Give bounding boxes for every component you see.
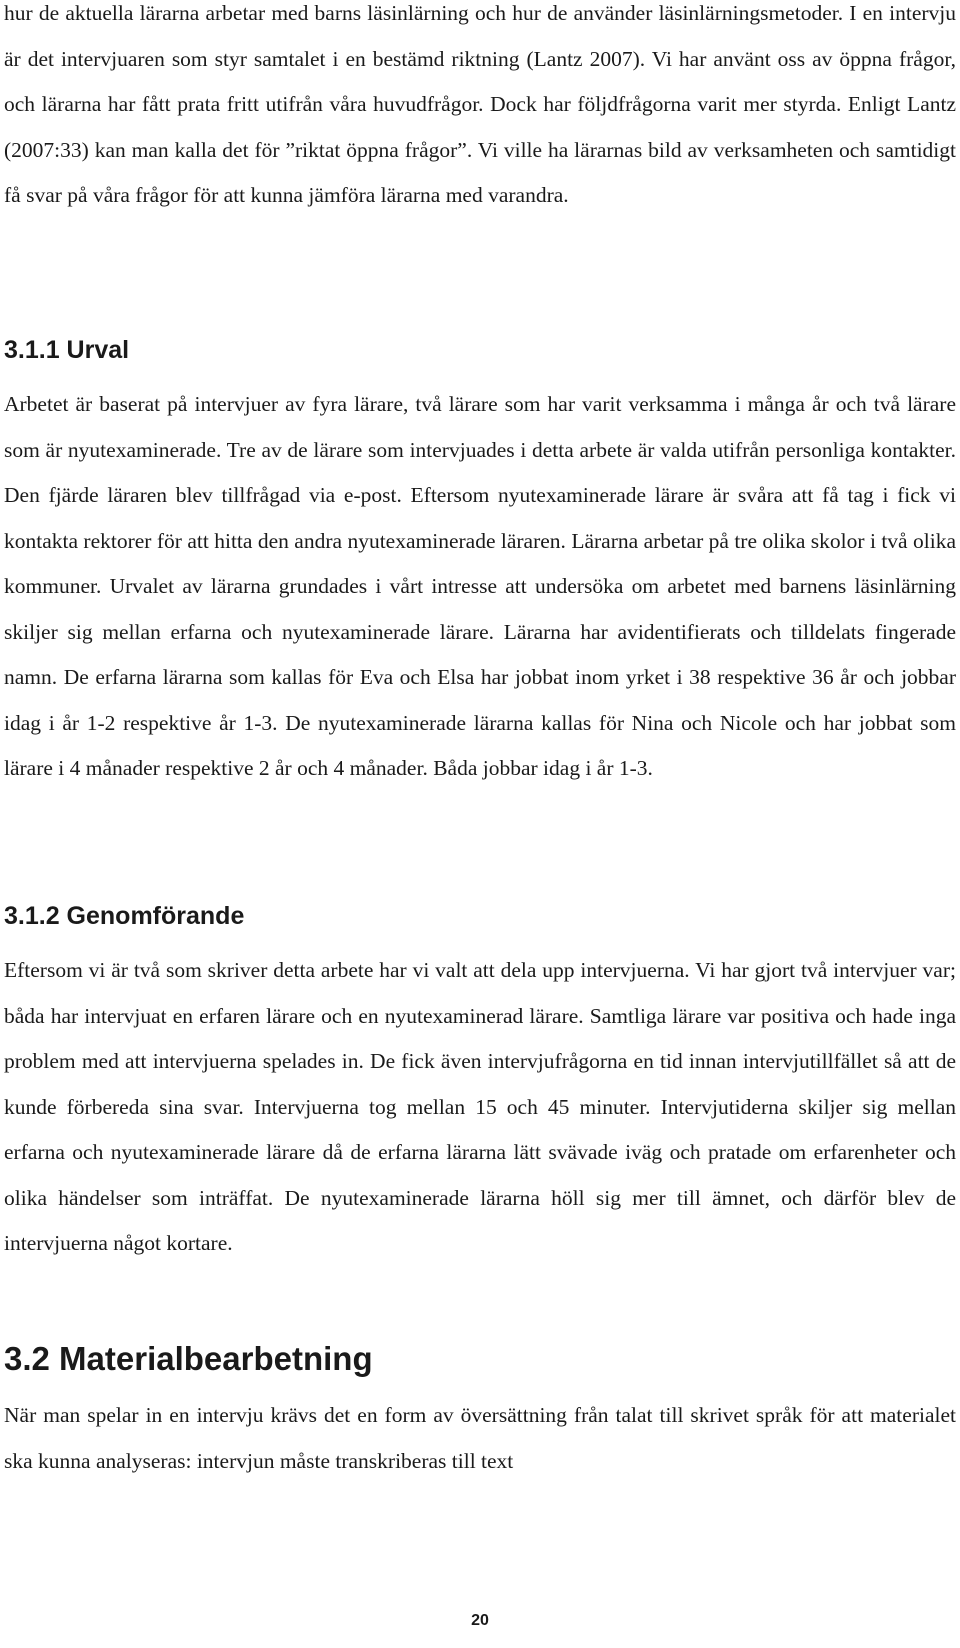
intro-paragraph-wrap bbox=[4, 0, 956, 219]
page-number: 20 bbox=[471, 1612, 489, 1629]
intro-paragraph: hur de aktuella lärarna arbetar med barns läsinlärning och hur de använder läsinlärningsmetoder. I en intervju är det intervjuaren som styr samtalet i en bestämd riktning (Lantz 2007). Vi har använt oss av öppna frågor, och lärarna har fått prata fritt utifrån våra huvudfrågor. Dock har följdfrågorna varit mer styrda. Enligt Lantz (2007:33) kan man kalla det för ”riktat öppna frågor”. Vi ville ha lärarnas bild av verksamheten och samtidigt få svar på våra frågor för att kunna jämföra lärarna med varandra. bbox=[4, 1, 956, 207]
material-paragraph: När man spelar in en intervju krävs det en form av översättning från talat till skrivet språk för att materialet ska kunna analyseras: intervjun måste transkriberas till text bbox=[4, 1403, 956, 1473]
section-heading-urval: 3.1.1 Urval bbox=[4, 336, 130, 364]
section-heading-materialbearbetning: 3.2 Materialbearbetning bbox=[4, 1340, 373, 1377]
urval-paragraph: Arbetet är baserat på intervjuer av fyra lärare, två lärare som har varit verksamma i många år och två lärare som är nyutexaminerade. Tre av de lärare som intervjuades i detta arbete är valda utifrån personliga kontakter. Den fjärde läraren blev tillfrågad via e-post. Eftersom nyutexaminerade lärare är svåra att få tag i fick vi kontakta rektorer för att hitta den andra nyutexaminerade läraren. Lärarna arbetar på tre olika skolor i två olika kommuner. Urvalet av lärarna grundades i vårt intresse att undersöka om arbetet med barnens läsinlärning skiljer sig mellan erfarna och nyutexaminerade lärare. Lärarna har avidentifierats och tilldelats fingerade namn. De erfarna lärarna som kallas för Eva och Elsa har jobbat inom yrket i 38 respektive 36 år och jobbar idag i år 1-2 respektive år 1-3. De nyutexaminerade lärarna kallas för Nina och Nicole och har jobbat som lärare i 4 månader respektive 2 år och 4 månader. Båda jobbar idag i år 1-3. bbox=[4, 392, 956, 780]
genomforande-paragraph: Eftersom vi är två som skriver detta arbete har vi valt att dela upp intervjuerna. Vi har gjort två intervjuer var; båda har intervjuat en erfaren lärare och en nyutexaminerad lärare. Samtliga lärare var positiva och hade inga problem med att intervjuerna spelades in. De fick även intervjufrågorna en tid innan intervjutillfället så att de kunde förbereda sina svar. Intervjuerna tog mellan 15 och 45 minuter. Intervjutiderna skiljer sig mellan erfarna och nyutexaminerade lärare då de erfarna lärarna lätt svävade iväg och pratade om erfarenheter och olika händelser som inträffat. De nyutexaminerade lärarna höll sig mer till ämnet, och därför blev de intervjuerna något kortare. bbox=[4, 958, 956, 1255]
section-heading-genomforande: 3.1.2 Genomförande bbox=[4, 902, 245, 930]
